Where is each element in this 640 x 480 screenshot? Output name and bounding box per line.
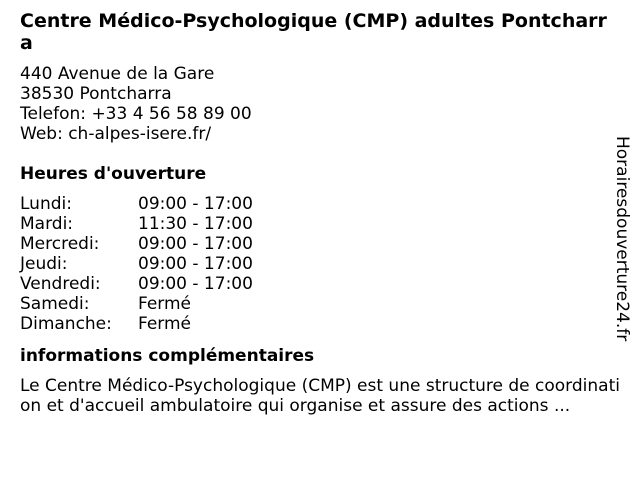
day-label: Samedi: (20, 294, 90, 314)
day-hours: 09:00 - 17:00 (138, 254, 253, 274)
web-label: Web: (20, 124, 63, 144)
hours-row-friday (20, 274, 253, 294)
day-hours: 09:00 - 17:00 (138, 274, 253, 294)
day-hours: Fermé (138, 294, 192, 314)
address-city: 38530 Pontcharra (20, 84, 172, 104)
hours-row-monday (20, 194, 253, 214)
listing-content (20, 10, 620, 416)
address-street: 440 Avenue de la Gare (20, 64, 215, 84)
day-hours: 11:30 - 17:00 (138, 214, 253, 234)
info-heading: informations complémentaires (20, 346, 315, 366)
website-link[interactable]: ch-alpes-isere.fr/ (68, 124, 212, 144)
contact-block (20, 64, 620, 144)
hours-row-saturday (20, 294, 253, 314)
day-hours: 09:00 - 17:00 (138, 194, 253, 214)
phone-label: Telefon: (20, 104, 87, 124)
day-label: Jeudi: (20, 254, 68, 274)
day-hours: Fermé (138, 314, 192, 334)
opening-hours-table (20, 194, 253, 334)
site-brand-link[interactable]: Horairesdouverture24.fr (612, 136, 632, 342)
web-row (20, 124, 620, 144)
hours-row-tuesday (20, 214, 253, 234)
info-description: Le Centre Médico-Psychologique (CMP) est une structure de coordination et d'accueil ambulatoire qui organise et assure des actions ... (20, 376, 620, 416)
day-label: Mardi: (20, 214, 74, 234)
hours-row-thursday (20, 254, 253, 274)
day-label: Mercredi: (20, 234, 100, 254)
phone-row (20, 104, 620, 124)
day-label: Dimanche: (20, 314, 112, 334)
hours-heading: Heures d'ouverture (20, 164, 207, 184)
day-label: Vendredi: (20, 274, 101, 294)
hours-row-sunday (20, 314, 253, 334)
page-title: Centre Médico-Psychologique (CMP) adultes Pontcharra (20, 10, 607, 54)
day-hours: 09:00 - 17:00 (138, 234, 253, 254)
hours-row-wednesday (20, 234, 253, 254)
day-label: Lundi: (20, 194, 72, 214)
phone-link[interactable]: +33 4 56 58 89 00 (91, 104, 252, 124)
